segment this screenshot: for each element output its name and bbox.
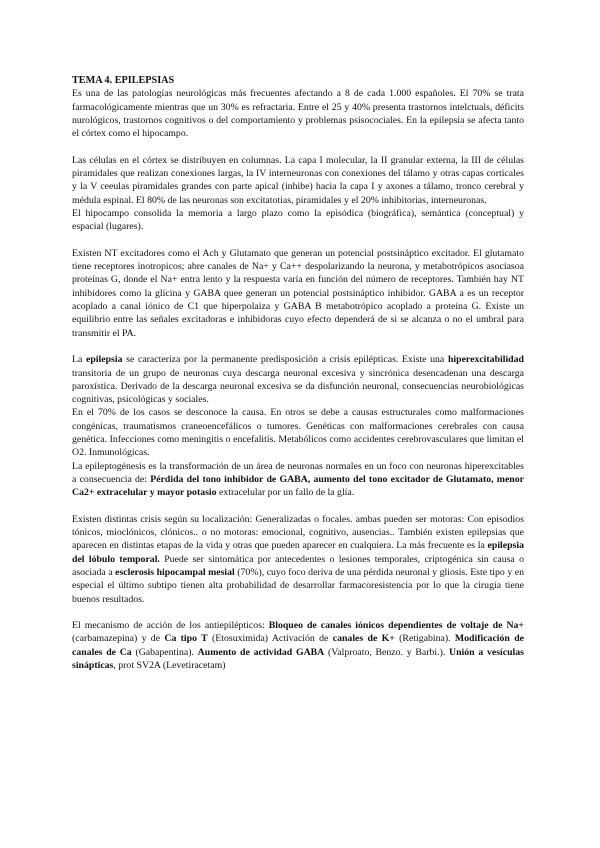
text-run: Las células en el córtex se distribuyen en columnas. La capa I molecular, la II granular externa, la III de células piramidales que realizan conexiones largas, la IV interneuronas con conexiones del tálamo y otras capas corticales y la V ceeulas piramidales grandes con parte apical (inhibe) hacia la capa I y axones a tálamo, tronco cerebral y médula espinal. El 80% de las neuronas son excitatotias, piramidales y el 20% inhibitorias, interneuronas. <box>72 154 524 206</box>
text-run: Existen NT excitadores como el Ach y Glutamato que generan un potencial postsináptico excitador. El glutamato tiene receptores inotropicos; abre canales de Na+ y Ca++ despolarizando la neurona, y metabotrópicos asociasoa proteínas G, donde el Na+ entra lento y la respuesta varía en función del número de receptores. También hay NT inhibidores como la glicina y GABA quee generan un potencial postsináptico inhibidor. GABA a es un receptor acoplado a canal iónico de C1 que hiperpolaiza y GABA B metabotrópico acoplado a proteína G. Existe un equilibrio entre las señales excitadoras e inhibidoras cuyo efecto dependerá de si se alcanza o no el umbral para transmitir el PA. <box>72 247 524 339</box>
bold-term: Ca tipo T <box>164 633 208 645</box>
paragraph-gap <box>72 340 524 353</box>
paragraph-gap <box>72 606 524 619</box>
bold-term: epilepsia del lóbulo temporal. <box>72 540 524 565</box>
text-run: (Retigabina). <box>394 633 455 645</box>
text-run: (70%), cuyo foco deriva de una pérdida neuronal y gliosis. Este tipo y en especial el último subtipo tienen alta probabilidad de desarrollar farmacoresistencia por lo que la cirugía tiene buenos resultados. <box>72 566 524 605</box>
paragraph-gap <box>72 234 524 247</box>
paragraph-crisis-types <box>72 513 524 606</box>
paragraph-neurotransmitters <box>72 247 524 340</box>
text-run: Puede ser sintomática por antecedentes o lesiones temporales, criptogénica sin causa o asociada a <box>72 553 524 578</box>
text-run: La <box>72 354 86 366</box>
text-run: El hipocampo consolida la memoria a largo plazo como la episódica (biográfica), semántica (conceptual) y espacial (lugares). <box>72 207 524 233</box>
document-title: TEMA 4. EPILEPSIAS <box>72 75 175 86</box>
text-run: Existen distintas crisis según su localización: Generalizadas o focales. ambas pueden ser motoras: Con episodios tónicos, mioclónicos, clónicos.. o no motoras: emocional, cognitivo, ausencias.. También existen epilepsias que aparecen en distintas etapas de la vida y otras que pueden aparecer en cualquiera. La más frecuente es la <box>72 513 524 552</box>
text-run: (Etosuximida) Activación de <box>207 633 333 645</box>
text-run: El mecanismo de acción de los antiepilépticos: <box>72 620 269 632</box>
text-run: (carbamazepina) y de <box>72 633 165 645</box>
text-run: se caracteriza por la permanente predisposición a crisis epilépticas. Existe una <box>122 354 448 366</box>
paragraph-hippocampus <box>72 207 524 234</box>
paragraph-intro <box>72 87 524 140</box>
text-run: Es una de las patologías neurológicas más frecuentes afectando a 8 de cada 1.000 españoles. El 70% se trata farmacológicamente mientras que un 30% es refractaria. Entre el 25 y 40% presenta trastornos intelctuals, déficits nurológicos, trastornos cognitivos o del comportamiento y problemas psisocociales. En la epilepsia se afecta tanto el córtex como el hipocampo. <box>72 88 524 140</box>
bold-term: canales de K+ <box>332 633 395 645</box>
paragraph-cortex <box>72 154 524 207</box>
bold-term: Pérdida del tono inhibidor de GABA, aumento del tono excitador de Glutamato, menor Ca2+ extracelular y mayor potasio <box>72 473 524 499</box>
paragraph-epileptogenesis <box>72 460 524 500</box>
paragraph-epilepsy-definition <box>72 353 524 406</box>
paragraph-gap <box>72 140 524 153</box>
bold-term: esclerosis hipocampal mesial <box>115 566 235 578</box>
bold-term: Bloqueo de canales iónicos dependientes de voltaje de Na+ <box>268 620 525 632</box>
text-run: transitoria de un grupo de neuronas cuya descarga neuronal excesiva y sincrónica desencadenan una descarga paroxística. Derivado de la descarga neuronal excesiva se da disfunción neuronal, consecuencias neurobiológicas cognitivas, psicológicas y sociales. <box>72 367 524 406</box>
paragraph-causes <box>72 406 524 459</box>
bold-term: Aumento de actividad GABA <box>197 646 325 658</box>
bold-term: Unión a vesículas sinápticas <box>72 646 524 672</box>
bold-term: hiperexcitabilidad <box>447 354 524 366</box>
text-run: extracelular por un fallo de la glía. <box>216 487 355 499</box>
paragraph-gap <box>72 500 524 513</box>
text-run: En el 70% de los casos se desconoce la causa. En otros se debe a causas estructurales como malformaciones congénicas, traumatismos craneoencefálicos o tumores. Genéticas con malformaciones cerebrales con causa genética. Infecciones como meningitis o encefalitis. Metabólicos como accidentes cerebrovasculares que limitan el O2. Inmunológicas. <box>72 407 524 459</box>
paragraph-antiepileptics <box>72 619 524 672</box>
text-run: (Gabapentina). <box>131 646 198 658</box>
bold-term: epilepsia <box>86 354 123 366</box>
text-run: (Valproato, Benzo. y Barbi.). <box>324 646 450 658</box>
bold-term: Modificación de canales de Ca <box>72 633 524 658</box>
text-run: La epileptogénesis es la transformación de un área de neuronas normales en un foco con neuronas hiperexcitables a consecuencia de: <box>72 460 524 485</box>
text-run: , prot SV2A (Levetiracetam) <box>113 660 226 672</box>
